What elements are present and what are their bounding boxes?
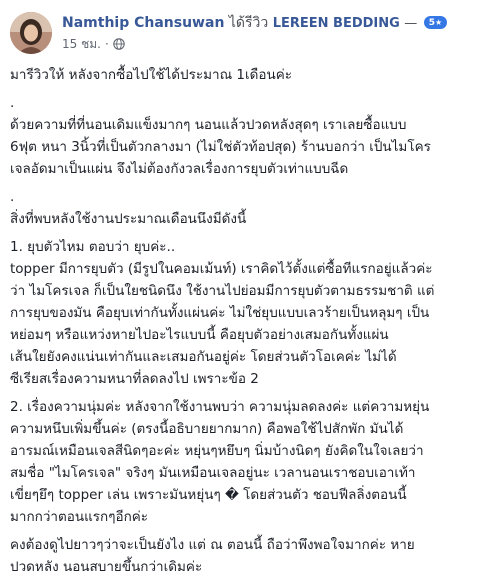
- avatar-photo-icon: [10, 12, 52, 54]
- rating-value: 5: [428, 17, 435, 28]
- review-paragraph-point-2: 2. เรื่องความนุ่มค่ะ หลังจากใช้งานพบว่า ความนุ่มลดลงค่ะ แต่ความหยุ่น ความหนึบเพิ่มขึ้นค่ะ (ตรงนี้อธิบายยากมาก) คือพอใช้ไปสักพัก มันได้ อารมณ์เหมือนเจลสีนิดๆอะค่ะ หยุ่นๆหยึบๆ นิ่มบ้างนิดๆ ยังคิดในใจเลยว่า สมชื่อ "ไมโครเจล" จริงๆ มันเหมือนเจลอยู่นะ เวลานอนเราชอบเอาเท้า เขี่ยๆยึๆ topper เล่น เพราะมันหยุ่นๆ � โดยส่วนตัว ชอบฟีลลิ่งตอนนี้ มากกว่าตอนแรกๆอีกค่ะ: [10, 399, 430, 525]
- review-paragraph-background: ด้วยความที่ที่นอนเดิมแข็งมากๆ นอนแล้วปวดหลังสุดๆ เราเลยซื้อแบบ 6ฟุต หนา 3นิ้วที่เป็นตัวกลางมา (ไม่ใช่ตัวท้อปสุด) ร้านบอกว่า เป็นไมโคร เจลอัดมาเป็นแผ่น จึงไม่ต้องกังวลเรื่องการยุบตัวเท่าแบบฉีด: [10, 117, 431, 177]
- post-timestamp[interactable]: 15 ชม.: [62, 37, 101, 51]
- star-icon: ★: [434, 17, 443, 27]
- rating-badge[interactable]: [424, 16, 447, 29]
- meta-dot: ·: [104, 37, 109, 51]
- review-verb: ได้รีวิว: [228, 15, 269, 31]
- page-name-link[interactable]: LEREEN BEDDING: [272, 16, 400, 31]
- review-paragraph-intro: มารีวิวให้ หลังจากซื้อไปใช้ได้ประมาณ 1เดือนค่ะ: [10, 67, 292, 83]
- post-meta: [62, 36, 125, 52]
- review-paragraph-point-1: 1. ยุบตัวไหม ตอบว่า ยุบค่ะ.. topper มีการยุบตัว (มีรูปในคอมเม้นท์) เราคิดไว้ตั้งแต่ซื้อทีแรกอยู่แล้วค่ะ ว่า ไมโครเจล ก็เป็นใยชนิดนึง ใช้งานไปย่อมมีการยุบตัวตามธรรมชาติ แต่ การยุบของมัน คือยุบเท่ากันทั้งแผ่นค่ะ ไม่ใช่ยุบแบบเลวร้ายเป็นหลุมๆ เป็น หย่อมๆ หรือแหว่งหายไปอะไรแบบนี้ คือยุบตัวอย่างเสมอกันทั้งแผ่น เส้นใยยังคงแน่นเท่ากันและเสมอกันอยู่ค่ะ โดยส่วนตัวโอเคค่ะ ไม่ได้ ซีเรียสเรื่องความหนาที่ลดลงไป เพราะข้อ 2: [10, 239, 435, 387]
- globe-icon[interactable]: [113, 38, 125, 50]
- separator-dash: —: [404, 16, 418, 31]
- post-title-line: [62, 14, 482, 33]
- spacer-dot: .: [10, 95, 15, 111]
- spacer-dot: .: [10, 189, 15, 205]
- review-paragraph-conclusion: คงต้องดูไปยาวๆว่าจะเป็นยังไง แต่ ณ ตอนนี้ ถือว่าพึงพอใจมากค่ะ หาย ปวดหลัง นอนสบายขึ้นกว่าเดิมค่ะ: [10, 537, 415, 575]
- post-body: [10, 64, 485, 578]
- author-name-link[interactable]: Namthip Chansuwan: [62, 15, 225, 31]
- post-header: [10, 10, 485, 56]
- author-avatar[interactable]: [10, 12, 52, 54]
- review-paragraph-findings-heading: สิ่งที่พบหลังใช้งานประมาณเดือนนึงมีดังนี้: [10, 211, 247, 227]
